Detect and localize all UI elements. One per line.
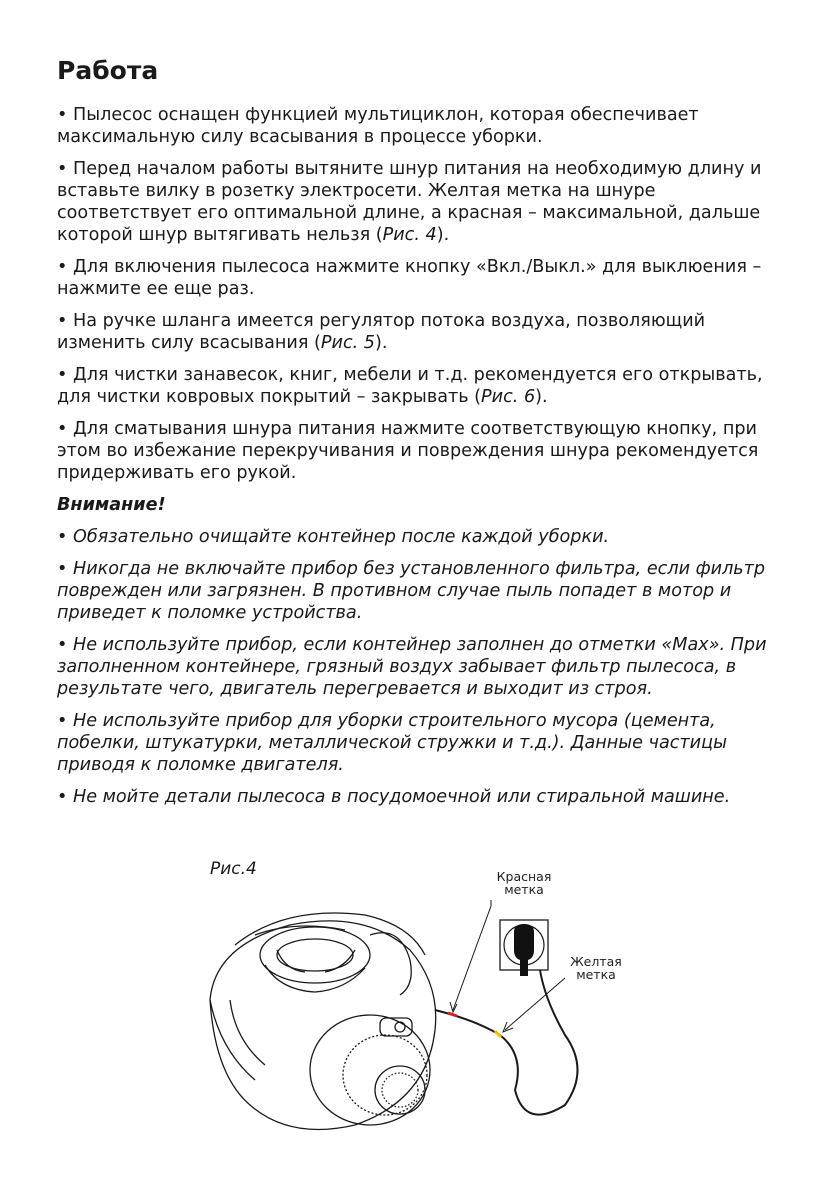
vacuum-cleaner-illustration bbox=[210, 913, 436, 1130]
page-title: Работа bbox=[57, 56, 159, 85]
vacuum-figure bbox=[195, 850, 625, 1150]
bullet-1: • Пылесос оснащен функцией мультициклон, которая обеспечивает максимальную силу всасывания в процессе уборки. bbox=[57, 105, 699, 147]
warning-item: • Никогда не включайте прибор без установленного фильтра, если фильтр поврежден или загрязнен. В противном случае пыль попадет в мотор и приведет к поломке устройства. bbox=[57, 559, 766, 623]
warning-title: Внимание! bbox=[57, 495, 166, 515]
bullet-5: • Для чистки занавесок, книг, мебели и т.д. рекомендуется его открывать, для чистки ковровых покрытий – закрывать (Рис. 6). bbox=[57, 365, 763, 407]
warning-item: • Не мойте детали пылесоса в посудомоечной или стиральной машине. bbox=[57, 787, 731, 807]
bullet-3: • Для включения пылесоса нажмите кнопку «Вкл./Выкл.» для выклюения – нажмите ее еще раз. bbox=[57, 257, 762, 299]
warning-item: • Не используйте прибор, если контейнер заполнен до отметки «Max». При заполненном контейнере, грязный воздух забывает фильтр пылесоса, в результате чего, двигатель перегревается и выходит из строя. bbox=[57, 635, 767, 699]
red-mark bbox=[448, 1013, 457, 1016]
figure-ref: Рис. 4 bbox=[382, 225, 437, 245]
figure-caption: Рис.4 bbox=[210, 859, 257, 879]
bullet-2: • Перед началом работы вытяните шнур питания на необходимую длину и вставьте вилку в розетку электросети. Желтая метка на шнуре соответствует его оптимальной длине, а красная – максимальной, дальше которой шнур вытягивать нельзя (Рис. 4). bbox=[57, 159, 762, 245]
red-mark-label: Красная метка bbox=[496, 869, 552, 897]
yellow-mark bbox=[495, 1031, 501, 1037]
warning-item: • Не используйте прибор для уборки строительного мусора (цемента, побелки, штукатурки, металлической стружки и т.д.). Данные частицы приводя к поломке двигателя. bbox=[57, 711, 727, 775]
operation-bullets bbox=[57, 104, 787, 484]
power-cord bbox=[435, 970, 578, 1115]
figure-ref: Рис. 5 bbox=[320, 333, 376, 353]
yellow-mark-label: Желтая метка bbox=[570, 954, 622, 982]
figure-ref: Рис. 6 bbox=[481, 387, 536, 407]
warning-list bbox=[57, 526, 787, 808]
bullet-6: • Для сматывания шнура питания нажмите соответствующую кнопку, при этом во избежание перекручивания и повреждения шнура рекомендуется придерживать его рукой. bbox=[57, 419, 759, 483]
warning-item: • Обязательно очищайте контейнер после каждой уборки. bbox=[57, 527, 610, 547]
bullet-4: • На ручке шланга имеется регулятор потока воздуха, позволяющий изменить силу всасывания (Рис. 5). bbox=[57, 311, 706, 353]
manual-page bbox=[57, 54, 787, 818]
